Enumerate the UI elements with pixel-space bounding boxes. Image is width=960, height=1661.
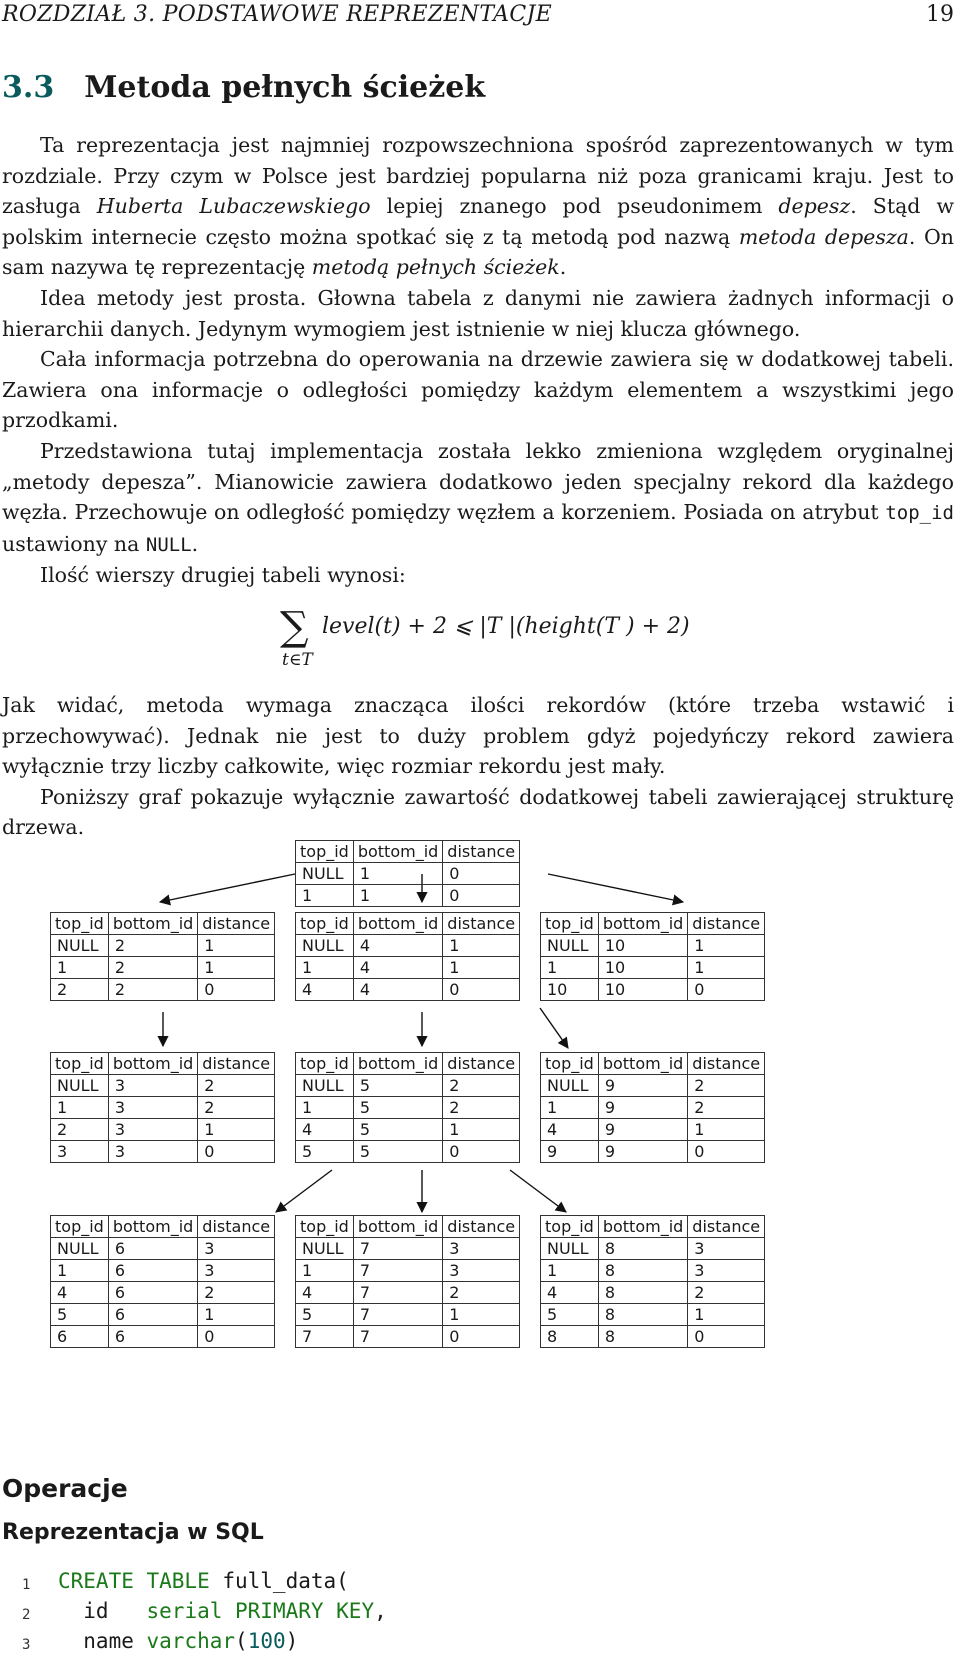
table-cell: 3 <box>688 1260 765 1282</box>
code-inline: NULL <box>145 533 192 556</box>
table-row <box>541 1119 765 1141</box>
table-header-row <box>296 913 520 935</box>
table-cell: 8 <box>541 1326 599 1348</box>
column-header: bottom_id <box>108 1216 197 1238</box>
table-cell: 0 <box>198 1141 275 1163</box>
table-row <box>51 1326 275 1348</box>
table-cell: 9 <box>598 1141 687 1163</box>
table-cell: 0 <box>443 863 520 885</box>
table-cell: 1 <box>353 863 442 885</box>
column-header: top_id <box>51 913 109 935</box>
table-cell: 1 <box>198 1119 275 1141</box>
table-row <box>541 1238 765 1260</box>
table-row <box>296 1326 520 1348</box>
table-cell: 2 <box>51 1119 109 1141</box>
table-row <box>296 1238 520 1260</box>
table-row <box>51 1119 275 1141</box>
table-cell: 2 <box>108 979 197 1001</box>
table-cell: 7 <box>353 1326 442 1348</box>
paragraph-implementation: Przedstawiona tutaj implementacja została lekko zmieniona względem oryginalnej „metody depesza”. Mianowicie zawiera dodatkowo jeden specjalny rekord dla każdego węzła. Przechowuje on odległość pomiędzy węzłem a korzeniem. Posiada on atrybut top_id ustawiony na NULL. <box>2 438 954 556</box>
table-cell: 1 <box>443 1119 520 1141</box>
column-header: distance <box>443 913 520 935</box>
table-cell: 4 <box>353 957 442 979</box>
heading-sql-representation: Reprezentacja w SQL <box>2 1520 264 1545</box>
distance-table <box>295 1215 520 1348</box>
table-row <box>296 1282 520 1304</box>
table-row <box>541 1282 765 1304</box>
table-cell: 2 <box>443 1282 520 1304</box>
distance-table <box>50 1215 275 1348</box>
table-row <box>51 1075 275 1097</box>
table-cell: 7 <box>353 1260 442 1282</box>
table-cell: 1 <box>443 957 520 979</box>
table-cell: 6 <box>108 1282 197 1304</box>
table-cell: 0 <box>688 1141 765 1163</box>
body-text-top <box>2 130 954 591</box>
table-cell: 1 <box>198 957 275 979</box>
table-cell: 5 <box>353 1097 442 1119</box>
section-title: Metoda pełnych ścieżek <box>84 70 486 105</box>
table-cell: 5 <box>51 1304 109 1326</box>
tree-edge-arrow <box>510 1170 566 1212</box>
table-cell: 5 <box>353 1075 442 1097</box>
column-header: bottom_id <box>353 841 442 863</box>
table-cell: 3 <box>51 1141 109 1163</box>
line-number: 2 <box>22 1607 31 1623</box>
column-header: bottom_id <box>353 913 442 935</box>
table-row <box>51 1304 275 1326</box>
formula-expression: level(t) + 2 ⩽ |T |(height(T ) + 2) <box>322 614 690 639</box>
tree-diagram <box>0 840 960 1440</box>
column-header: distance <box>688 1216 765 1238</box>
column-header: distance <box>443 841 520 863</box>
paragraph-extra-table: Cała informacja potrzebna do operowania na drzewie zawiera się w dodatkowej tabeli. Zawiera ona informacje o odległości pomiędzy każdym elementem a wszystkimi jego przodkami. <box>2 347 954 433</box>
paragraph-discussion: Jak widać, metoda wymaga znacząca ilości rekordów (które trzeba wstawić i przechowywać). Jednak nie jest to duży problem gdyż pojedyńczy rekord zawiera wyłącznie trzy liczby całkowite, więc rozmiar rekordu jest mały. <box>2 693 954 779</box>
table-row <box>296 935 520 957</box>
table-cell: 4 <box>296 1119 354 1141</box>
table-cell: 1 <box>443 935 520 957</box>
table-cell: 1 <box>296 957 354 979</box>
table-cell: 1 <box>51 1097 109 1119</box>
column-header: distance <box>688 1053 765 1075</box>
column-header: distance <box>198 913 275 935</box>
table-cell: 2 <box>108 957 197 979</box>
column-header: top_id <box>51 1053 109 1075</box>
table-cell: 1 <box>51 957 109 979</box>
code-line-2: id serial PRIMARY KEY, <box>58 1599 387 1623</box>
column-header: top_id <box>296 1053 354 1075</box>
tree-edge-arrow <box>276 1170 332 1212</box>
table-cell: 2 <box>51 979 109 1001</box>
table-row <box>51 957 275 979</box>
column-header: top_id <box>541 1216 599 1238</box>
table-cell: NULL <box>541 1238 599 1260</box>
table-row <box>296 1075 520 1097</box>
tree-edge-arrow <box>160 874 295 902</box>
table-cell: 2 <box>443 1075 520 1097</box>
column-header: distance <box>198 1216 275 1238</box>
table-cell: 1 <box>198 1304 275 1326</box>
column-header: top_id <box>296 841 354 863</box>
column-header: bottom_id <box>598 913 687 935</box>
table-cell: 2 <box>443 1097 520 1119</box>
table-cell: 8 <box>598 1238 687 1260</box>
table-cell: 9 <box>598 1119 687 1141</box>
table-cell: 1 <box>541 1097 599 1119</box>
table-cell: 1 <box>688 1119 765 1141</box>
table-cell: 9 <box>598 1097 687 1119</box>
table-header-row <box>51 1053 275 1075</box>
table-cell: 5 <box>541 1304 599 1326</box>
table-cell: 3 <box>198 1238 275 1260</box>
column-header: distance <box>443 1216 520 1238</box>
column-header: top_id <box>296 913 354 935</box>
code-line-1: CREATE TABLE full_data( <box>58 1569 349 1593</box>
paragraph-graph-intro: Poniższy graf pokazuje wyłącznie zawartość dodatkowej tabeli zawierającej strukturę drzewa. <box>2 784 954 840</box>
table-row <box>296 957 520 979</box>
table-header-row <box>51 1216 275 1238</box>
column-header: bottom_id <box>598 1216 687 1238</box>
distance-table <box>540 912 765 1001</box>
table-cell: 8 <box>598 1326 687 1348</box>
table-row <box>296 1304 520 1326</box>
table-row <box>541 1326 765 1348</box>
distance-table <box>295 912 520 1001</box>
table-cell: 1 <box>688 935 765 957</box>
paragraph-row-count: Ilość wierszy drugiej tabeli wynosi: <box>40 563 406 588</box>
table-row <box>541 1260 765 1282</box>
column-header: top_id <box>51 1216 109 1238</box>
table-cell: 6 <box>108 1326 197 1348</box>
table-cell: 3 <box>688 1238 765 1260</box>
table-cell: 1 <box>353 885 442 907</box>
table-cell: 1 <box>51 1260 109 1282</box>
table-cell: 3 <box>443 1238 520 1260</box>
table-cell: 2 <box>198 1075 275 1097</box>
table-cell: 0 <box>688 1326 765 1348</box>
table-cell: 0 <box>198 1326 275 1348</box>
table-cell: 3 <box>198 1260 275 1282</box>
table-row <box>51 1238 275 1260</box>
table-cell: 2 <box>688 1282 765 1304</box>
table-cell: 6 <box>51 1326 109 1348</box>
table-cell: NULL <box>51 935 109 957</box>
distance-table <box>540 1052 765 1163</box>
section-number: 3.3 <box>2 70 55 105</box>
column-header: distance <box>688 913 765 935</box>
paragraph-idea: Idea metody jest prosta. Głowna tabela z danymi nie zawiera żadnych informacji o hierarchii danych. Jedynym wymogiem jest istnienie w niej klucza głównego. <box>2 285 954 341</box>
code-inline: top_id <box>885 502 954 525</box>
table-cell: 9 <box>541 1141 599 1163</box>
table-cell: 1 <box>688 1304 765 1326</box>
table-cell: 3 <box>108 1075 197 1097</box>
distance-table <box>50 912 275 1001</box>
table-cell: 4 <box>51 1282 109 1304</box>
tree-edge-arrow <box>540 1008 568 1048</box>
line-number: 3 <box>22 1637 31 1653</box>
sum-symbol: ∑ <box>280 604 309 650</box>
table-cell: 4 <box>353 935 442 957</box>
table-row <box>51 1097 275 1119</box>
table-cell: 0 <box>443 1141 520 1163</box>
column-header: bottom_id <box>353 1053 442 1075</box>
table-row <box>51 979 275 1001</box>
table-cell: 1 <box>443 1304 520 1326</box>
table-cell: 6 <box>108 1304 197 1326</box>
table-header-row <box>541 1053 765 1075</box>
table-cell: 0 <box>443 885 520 907</box>
table-row <box>541 1097 765 1119</box>
table-cell: 10 <box>541 979 599 1001</box>
table-cell: 1 <box>198 935 275 957</box>
table-cell: 5 <box>353 1141 442 1163</box>
table-cell: 2 <box>108 935 197 957</box>
table-cell: 8 <box>598 1304 687 1326</box>
table-row <box>296 1097 520 1119</box>
table-cell: 4 <box>541 1119 599 1141</box>
table-cell: 4 <box>296 1282 354 1304</box>
table-cell: NULL <box>541 935 599 957</box>
table-cell: NULL <box>296 863 354 885</box>
table-row <box>541 1141 765 1163</box>
table-cell: 5 <box>296 1141 354 1163</box>
table-cell: 2 <box>198 1282 275 1304</box>
table-cell: 4 <box>541 1282 599 1304</box>
distance-table <box>50 1052 275 1163</box>
sum-subscript: t∈T <box>282 650 313 670</box>
table-cell: 5 <box>353 1119 442 1141</box>
table-row <box>541 979 765 1001</box>
column-header: bottom_id <box>353 1216 442 1238</box>
column-header: bottom_id <box>598 1053 687 1075</box>
table-row <box>541 935 765 957</box>
table-cell: 6 <box>108 1238 197 1260</box>
table-header-row <box>51 913 275 935</box>
table-row <box>296 863 520 885</box>
table-cell: NULL <box>296 1238 354 1260</box>
column-header: distance <box>443 1053 520 1075</box>
table-cell: 6 <box>108 1260 197 1282</box>
column-header: bottom_id <box>108 1053 197 1075</box>
table-cell: 1 <box>296 885 354 907</box>
table-header-row <box>296 1053 520 1075</box>
line-number: 1 <box>22 1577 31 1593</box>
table-row <box>296 1260 520 1282</box>
table-cell: NULL <box>296 1075 354 1097</box>
table-cell: 3 <box>443 1260 520 1282</box>
column-header: bottom_id <box>108 913 197 935</box>
table-header-row <box>296 1216 520 1238</box>
table-cell: 10 <box>598 979 687 1001</box>
table-cell: 8 <box>598 1282 687 1304</box>
table-row <box>541 1304 765 1326</box>
table-cell: NULL <box>541 1075 599 1097</box>
table-cell: NULL <box>51 1238 109 1260</box>
table-cell: 0 <box>443 1326 520 1348</box>
table-cell: 3 <box>108 1119 197 1141</box>
table-cell: 2 <box>688 1097 765 1119</box>
table-cell: 1 <box>296 1260 354 1282</box>
table-cell: 8 <box>598 1260 687 1282</box>
paragraph-intro: Ta reprezentacja jest najmniej rozpowszechniona spośród zaprezentowanych w tym rozdziale. Przy czym w Polsce jest bardziej popularna niż poza granicami kraju. Jest to zasługa Huberta Lubaczewskiego lepiej znanego pod pseudonimem depesz. Stąd w polskim internecie często można spotkać się z tą metodą pod nazwą metoda depesza. On sam nazywa tę reprezentację metodą pełnych ścieżek. <box>2 133 954 280</box>
distance-table <box>295 840 520 907</box>
formula-row-count <box>280 604 700 670</box>
table-cell: 1 <box>541 1260 599 1282</box>
table-cell: 0 <box>688 979 765 1001</box>
page-number: 19 <box>926 2 954 27</box>
column-header: top_id <box>541 913 599 935</box>
body-text-bottom <box>2 690 954 843</box>
table-cell: 0 <box>443 979 520 1001</box>
table-cell: 1 <box>541 957 599 979</box>
table-cell: 3 <box>108 1097 197 1119</box>
running-header <box>0 2 954 30</box>
table-cell: 7 <box>353 1238 442 1260</box>
column-header: top_id <box>541 1053 599 1075</box>
table-row <box>51 1282 275 1304</box>
table-row <box>541 957 765 979</box>
table-cell: 3 <box>108 1141 197 1163</box>
table-cell: NULL <box>51 1075 109 1097</box>
table-cell: 7 <box>296 1326 354 1348</box>
table-cell: 10 <box>598 957 687 979</box>
table-cell: 10 <box>598 935 687 957</box>
table-cell: 0 <box>198 979 275 1001</box>
column-header: distance <box>198 1053 275 1075</box>
table-cell: 5 <box>296 1304 354 1326</box>
table-row <box>296 979 520 1001</box>
distance-table <box>540 1215 765 1348</box>
table-cell: 9 <box>598 1075 687 1097</box>
table-cell: 1 <box>688 957 765 979</box>
column-header: top_id <box>296 1216 354 1238</box>
distance-table <box>295 1052 520 1163</box>
table-cell: 2 <box>688 1075 765 1097</box>
table-row <box>51 1141 275 1163</box>
table-cell: 2 <box>198 1097 275 1119</box>
section-heading <box>2 70 485 105</box>
table-row <box>296 1119 520 1141</box>
table-cell: 1 <box>296 1097 354 1119</box>
table-row <box>541 1075 765 1097</box>
table-cell: 4 <box>353 979 442 1001</box>
table-row <box>51 935 275 957</box>
table-header-row <box>541 1216 765 1238</box>
heading-operations: Operacje <box>2 1474 128 1503</box>
table-row <box>296 1141 520 1163</box>
table-row <box>51 1260 275 1282</box>
chapter-title: ROZDZIAŁ 3. PODSTAWOWE REPREZENTACJE <box>2 2 552 27</box>
table-header-row <box>296 841 520 863</box>
table-row <box>296 885 520 907</box>
code-line-3: name varchar(100) <box>58 1629 299 1653</box>
table-cell: 7 <box>353 1304 442 1326</box>
table-cell: 4 <box>296 979 354 1001</box>
table-header-row <box>541 913 765 935</box>
table-cell: NULL <box>296 935 354 957</box>
table-cell: 7 <box>353 1282 442 1304</box>
tree-edge-arrow <box>548 874 683 902</box>
